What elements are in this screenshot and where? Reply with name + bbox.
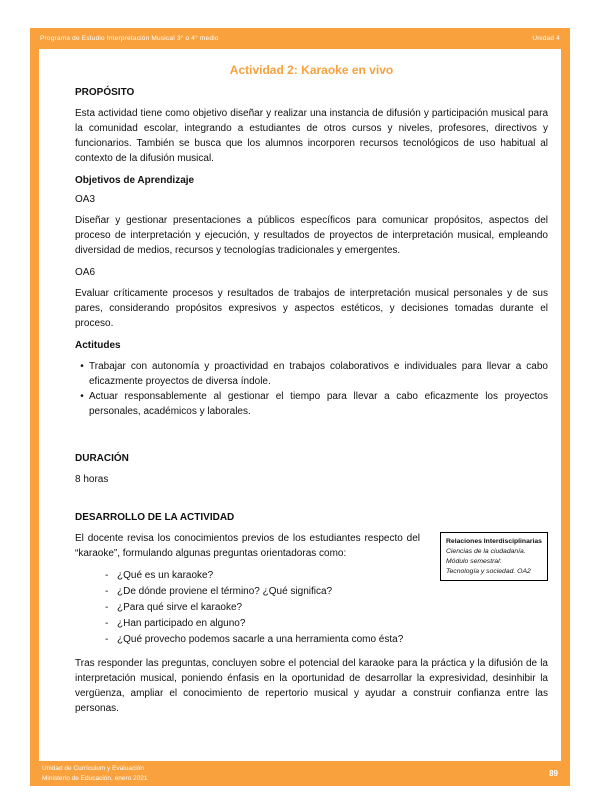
desarrollo-conclusion: Tras responder las preguntas, concluyen sobre el potencial del karaoke para la práctica y la difusión de la interpretación musical, poniendo énfasis en la oportunidad de desarrollar la expresividad, desinhibir la vergüenza, ampliar el conocimiento de repertorio musical y ayudar a construir confianza entre las personas. [75,658,548,714]
list-item [105,600,548,616]
page-title: Actividad 2: Karaoke en vivo [229,63,394,77]
sidebox-line: Tecnología y sociedad. OA2 [446,567,531,575]
duracion-text: 8 horas [75,474,109,485]
spacer [75,496,548,512]
dash-marker: - [105,586,109,597]
dash-marker: - [105,618,109,629]
bullet-marker: • [80,361,84,372]
proposito-heading: PROPÓSITO [75,87,135,98]
oa6-code: OA6 [75,267,96,278]
sidebox-line: Ciencias de la ciudadanía. [446,547,526,555]
dash-marker: - [105,634,109,645]
footer-credits [42,764,148,784]
oa3-text: Diseñar y gestionar presentaciones a públicos específicos para comunicar propósitos, aspectos del proceso de interpretación y ejecución, y resultados de proyectos de interpretación musical, empleando diversidad de medios, recursos y tecnologías tradicionales y emergentes. [75,215,548,256]
header-bar [30,28,570,49]
dash-marker: - [105,602,109,613]
bullet-text: Actuar responsablemente al gestionar el tiempo para llevar a cabo eficazmente los proyectos personales, académicos y laborales. [89,391,548,417]
desarrollo-heading: DESARROLLO DE LA ACTIVIDAD [75,512,235,523]
oa6-text: Evaluar críticamente procesos y resultados de trabajos de interpretación musical personales y de sus pares, considerando propósitos expresivos y aspectos estéticos, y decisiones tomadas durante el proceso. [75,288,548,329]
header-unit-label: Unidad 4 [532,35,560,42]
question-text: ¿De dónde proviene el término? ¿Qué significa? [117,586,333,597]
right-orange-strip [561,28,570,786]
list-item [105,616,548,632]
actitudes-heading: Actitudes [75,340,121,351]
question-text: ¿Qué provecho podemos sacarle a una herramienta como ésta? [117,634,404,645]
list-item [75,359,548,389]
actitudes-list [75,359,548,419]
proposito-text: Esta actividad tiene como objetivo diseñar y realizar una instancia de difusión y participación musical para la comunidad escolar, integrando a estudiantes de otros cursos y niveles, profesores, directivos y funcionarios. También se busca que los alumnos incorporen recursos tecnológicos de uso habitual al contexto de la difusión musical. [75,108,548,164]
question-text: ¿Para qué sirve el karaoke? [117,602,243,613]
bullet-marker: • [80,391,84,402]
footer-line2: Ministerio de Educación, enero 2021 [42,774,148,782]
page-number: 89 [549,769,558,778]
footer-line1: Unidad de Currículum y Evaluación [42,764,144,772]
desarrollo-intro: El docente revisa los conocimientos previos de los estudiantes respecto del “karaoke”, formulando algunas preguntas orientadoras como: [75,533,420,559]
footer-bar [30,761,570,786]
list-item [105,632,548,648]
sidebox-title: Relaciones Interdisciplinarias [446,538,542,545]
page-content [39,49,561,761]
bullet-text: Trabajar con autonomía y proactividad en trabajos colaborativos e individuales para llevar a cabo eficazmente proyectos de diversa índole. [89,361,548,387]
header-program-title: Programa de Estudio Interpretación Musical 3° o 4° medio [40,35,219,42]
duracion-heading: DURACIÓN [75,453,129,464]
objetivos-heading: Objetivos de Aprendizaje [75,175,195,186]
question-text: ¿Han participado en alguno? [117,618,246,629]
spacer [75,427,548,453]
oa3-code: OA3 [75,194,96,205]
sidebox-line: Módulo semestral: [446,557,502,565]
list-item [75,389,548,419]
desarrollo-section [75,512,548,716]
question-text: ¿Qué es un karaoke? [117,570,214,581]
page-frame [30,28,570,786]
left-orange-strip [30,28,39,786]
list-item [105,584,548,600]
dash-marker: - [105,570,109,581]
relaciones-interdisciplinarias-box [440,532,548,581]
